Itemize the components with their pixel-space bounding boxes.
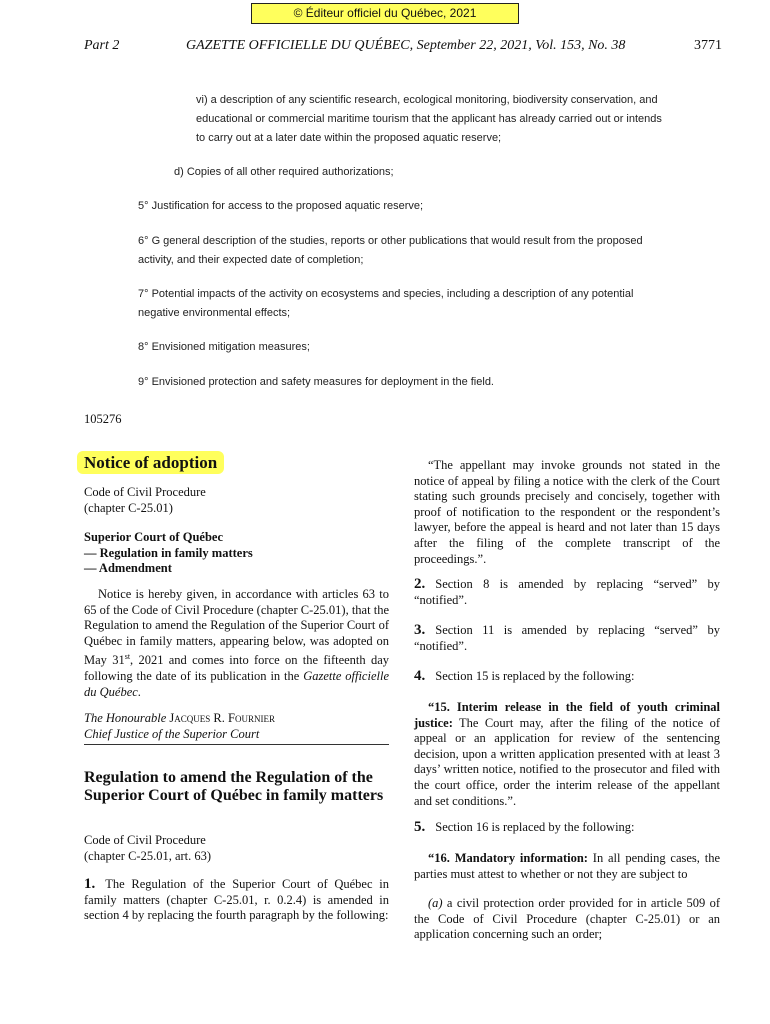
signature-block [84,711,389,742]
code-line-2: (chapter C-25.01) [84,500,173,515]
signature-title: Chief Justice of the Superior Court [84,726,260,741]
regulation-subject-2: — Admendment [84,561,172,576]
section-16-heading: “16. Mandatory information: [428,851,588,865]
code2-line-2: (chapter C-25.01, art. 63) [84,848,212,863]
section-3-number: 3. [414,622,426,638]
notice-heading [77,453,224,473]
court-name: Superior Court of Québec [84,530,223,544]
notice-paragraph [84,587,389,700]
notice-heading-text: Notice of adoption [77,451,224,474]
regulation-subject-1: — Regulation in family matters [84,545,253,560]
notice-text-end: . [137,684,141,699]
section-16-body: In all pending cases, the parties must attest to whether or not they are subject to [414,851,720,881]
signature-line [84,711,389,727]
section-2-text: Section 8 is amended by replacing “served” by “notified”. [414,577,720,607]
section-16-text [414,851,720,882]
section-2 [414,577,720,608]
clause-a-label: (a) [428,896,443,910]
section-15-body: The Court may, after the filing of the notice of appeal or an application for review of the sentencing decision, upon a written application presented with at least 3 days’ written notice, notified to the prosecutor and filed with the court office, order the interim release of the appellant and set conditions.”. [414,715,720,808]
copyright-stamp: © Éditeur officiel du Québec, 2021 [251,3,519,24]
section-5-text: Section 16 is replaced by the following: [435,820,635,834]
code-reference-2 [84,833,389,864]
notice-superscript: st [124,652,131,662]
section-5-number: 5. [414,819,426,835]
clause-a-text: a civil protection order provided for in article 509 of the Code of Civil Procedure (chapter C-25.01) or an application concerning such an order; [414,896,720,942]
item-6: 6° G general description of the studies, reports or other publications that would result from the proposed activity, and their expected date of completion; [138,235,643,266]
item-9: 9° Envisioned protection and safety measures for deployment in the field. [138,376,494,388]
section-1-number: 1. [84,876,96,892]
item-vi: vi) a description of any scientific research, ecological monitoring, biodiversity conservation, and educational or commercial maritime tourism that the applicant has already carried out or intends to carry out at a later date within the proposed aquatic reserve; [196,94,662,144]
court-block [84,530,389,577]
section-2-number: 2. [414,576,426,592]
section-3-text: Section 11 is amended by replacing “served” by “notified”. [414,623,720,653]
code-line-1: Code of Civil Procedure [84,485,206,499]
gazette-header-title: GAZETTE OFFICIELLE DU QUÉBEC, September 22, 2021, Vol. 153, No. 38 [186,38,626,53]
section-4-number: 4. [414,668,426,684]
item-5: 5° Justification for access to the proposed aquatic reserve; [138,200,424,212]
section-3 [414,623,720,654]
code-reference [84,485,389,516]
signature-prefix: The Honourable [84,711,170,725]
item-8: 8° Envisioned mitigation measures; [138,341,310,353]
replacement-paragraph: “The appellant may invoke grounds not stated in the notice of appeal by filing a notice with the clerk of the Court stating such grounds precisely and concisely, together with proof of notification to the respondent or the respondent’s lawyer, before the appeal is heard and not later than 15 days after the filing of the complete transcript of the proceedings.”. [414,458,720,566]
document-number: 105276 [84,412,122,426]
section-15-heading: “15. Interim release in the field of youth criminal justice: [414,700,720,730]
gazette-name: Gazette officielle du Québec [84,669,389,699]
notice-text-b: , 2021 and comes into force on the fifteenth day following the date of its publication in the [84,653,389,684]
section-4 [414,669,720,685]
item-d: d) Copies of all other required authorizations; [174,166,394,178]
separator-line [84,744,389,745]
clause-a [414,896,720,943]
page-number: 3771 [694,38,722,53]
section-5 [414,820,720,836]
item-7: 7° Potential impacts of the activity on ecosystems and species, including a description of any potential negative environmental effects; [138,288,634,319]
section-1-text: The Regulation of the Superior Court of Québec in family matters (chapter C-25.01, r. 0.2.4) is amended in section 4 by replacing the fourth paragraph by the following: [84,877,389,923]
section-1 [84,877,389,924]
part-label: Part 2 [84,38,120,53]
regulation-title: Regulation to amend the Regulation of the Superior Court of Québec in family matters [84,769,384,804]
notice-text-a: Notice is hereby given, in accordance with articles 63 to 65 of the Code of Civil Procedure (chapter C-25.01), that the Regulation to amend the Regulation of the Superior Court of Québec in family matters, appearing below, was adopted on May 31 [84,587,389,668]
section-15-text [414,700,720,809]
section-4-text: Section 15 is replaced by the following: [435,669,635,683]
code2-line-1: Code of Civil Procedure [84,833,206,847]
signature-name: Jacques R. Fournier [169,711,275,725]
